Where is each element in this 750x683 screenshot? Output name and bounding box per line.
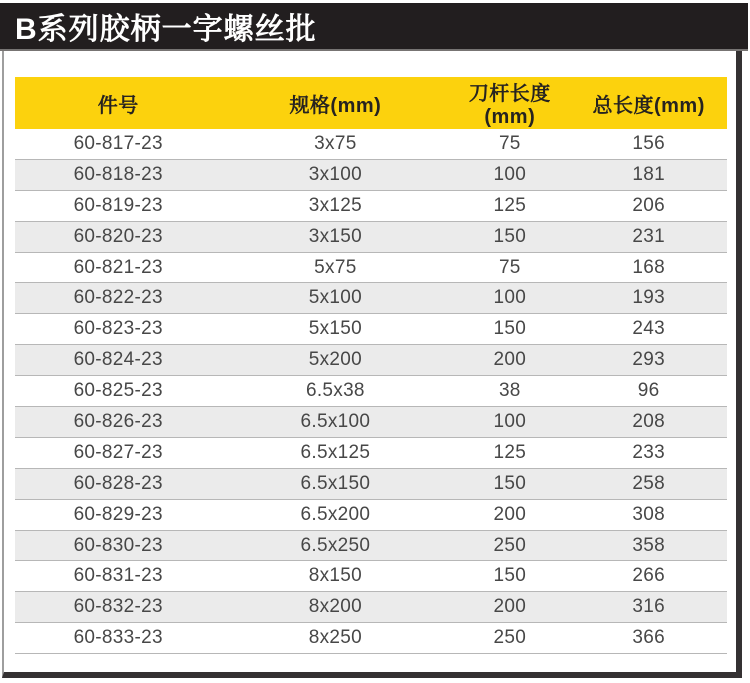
- table-area: [15, 77, 727, 654]
- cell-blade-length: 150: [449, 468, 570, 499]
- column-header-spec: 规格(mm): [221, 77, 449, 129]
- cell-part-number: 60-826-23: [15, 407, 221, 438]
- cell-total-length: 96: [570, 376, 727, 407]
- cell-total-length: 358: [570, 530, 727, 561]
- cell-total-length: 308: [570, 499, 727, 530]
- table-row: [15, 129, 727, 159]
- cell-spec: 3x100: [221, 159, 449, 190]
- cell-blade-length: 150: [449, 221, 570, 252]
- cell-spec: 6.5x150: [221, 468, 449, 499]
- cell-part-number: 60-817-23: [15, 129, 221, 159]
- table-row: [15, 530, 727, 561]
- cell-part-number: 60-833-23: [15, 623, 221, 654]
- cell-blade-length: 75: [449, 129, 570, 159]
- title-bar: [0, 3, 748, 51]
- cell-total-length: 193: [570, 283, 727, 314]
- cell-blade-length: 125: [449, 437, 570, 468]
- cell-total-length: 243: [570, 314, 727, 345]
- cell-blade-length: 200: [449, 345, 570, 376]
- cell-total-length: 168: [570, 252, 727, 283]
- page-title: B系列胶柄一字螺丝批: [15, 13, 317, 46]
- cell-total-length: 293: [570, 345, 727, 376]
- table-row: [15, 283, 727, 314]
- cell-part-number: 60-831-23: [15, 561, 221, 592]
- cell-part-number: 60-821-23: [15, 252, 221, 283]
- cell-total-length: 156: [570, 129, 727, 159]
- cell-total-length: 266: [570, 561, 727, 592]
- cell-spec: 6.5x38: [221, 376, 449, 407]
- cell-spec: 3x150: [221, 221, 449, 252]
- table-row: [15, 623, 727, 654]
- table-row: [15, 592, 727, 623]
- cell-total-length: 181: [570, 159, 727, 190]
- cell-spec: 8x150: [221, 561, 449, 592]
- cell-spec: 3x75: [221, 129, 449, 159]
- cell-blade-length: 200: [449, 499, 570, 530]
- cell-blade-length: 38: [449, 376, 570, 407]
- table-header: [15, 77, 727, 129]
- cell-blade-length: 125: [449, 190, 570, 221]
- table-row: [15, 468, 727, 499]
- cell-spec: 5x100: [221, 283, 449, 314]
- cell-part-number: 60-828-23: [15, 468, 221, 499]
- cell-total-length: 206: [570, 190, 727, 221]
- table-row: [15, 314, 727, 345]
- cell-spec: 5x200: [221, 345, 449, 376]
- cell-spec: 8x250: [221, 623, 449, 654]
- cell-blade-length: 75: [449, 252, 570, 283]
- cell-blade-length: 150: [449, 561, 570, 592]
- table-row: [15, 252, 727, 283]
- column-header-blade-length: 刀杆长度(mm): [449, 77, 570, 129]
- cell-part-number: 60-832-23: [15, 592, 221, 623]
- table-row: [15, 376, 727, 407]
- cell-part-number: 60-818-23: [15, 159, 221, 190]
- header-row: [15, 77, 727, 129]
- cell-part-number: 60-827-23: [15, 437, 221, 468]
- cell-total-length: 231: [570, 221, 727, 252]
- cell-total-length: 258: [570, 468, 727, 499]
- table-row: [15, 345, 727, 376]
- table-row: [15, 221, 727, 252]
- cell-part-number: 60-823-23: [15, 314, 221, 345]
- cell-blade-length: 250: [449, 530, 570, 561]
- cell-part-number: 60-820-23: [15, 221, 221, 252]
- spec-table: [15, 77, 727, 654]
- cell-spec: 5x75: [221, 252, 449, 283]
- table-row: [15, 407, 727, 438]
- cell-blade-length: 250: [449, 623, 570, 654]
- cell-total-length: 316: [570, 592, 727, 623]
- cell-part-number: 60-822-23: [15, 283, 221, 314]
- table-row: [15, 190, 727, 221]
- cell-part-number: 60-825-23: [15, 376, 221, 407]
- cell-blade-length: 150: [449, 314, 570, 345]
- cell-spec: 6.5x125: [221, 437, 449, 468]
- cell-blade-length: 100: [449, 283, 570, 314]
- cell-blade-length: 100: [449, 159, 570, 190]
- cell-total-length: 233: [570, 437, 727, 468]
- cell-part-number: 60-819-23: [15, 190, 221, 221]
- cell-spec: 8x200: [221, 592, 449, 623]
- cell-part-number: 60-830-23: [15, 530, 221, 561]
- table-body: [15, 129, 727, 654]
- table-row: [15, 561, 727, 592]
- cell-spec: 3x125: [221, 190, 449, 221]
- table-row: [15, 159, 727, 190]
- table-row: [15, 499, 727, 530]
- column-header-part-number: 件号: [15, 77, 221, 129]
- table-row: [15, 437, 727, 468]
- cell-part-number: 60-829-23: [15, 499, 221, 530]
- cell-total-length: 208: [570, 407, 727, 438]
- cell-spec: 6.5x200: [221, 499, 449, 530]
- cell-part-number: 60-824-23: [15, 345, 221, 376]
- cell-blade-length: 200: [449, 592, 570, 623]
- cell-blade-length: 100: [449, 407, 570, 438]
- column-header-total-length: 总长度(mm): [570, 77, 727, 129]
- cell-total-length: 366: [570, 623, 727, 654]
- cell-spec: 6.5x100: [221, 407, 449, 438]
- spec-sheet: [2, 51, 742, 678]
- cell-spec: 5x150: [221, 314, 449, 345]
- cell-spec: 6.5x250: [221, 530, 449, 561]
